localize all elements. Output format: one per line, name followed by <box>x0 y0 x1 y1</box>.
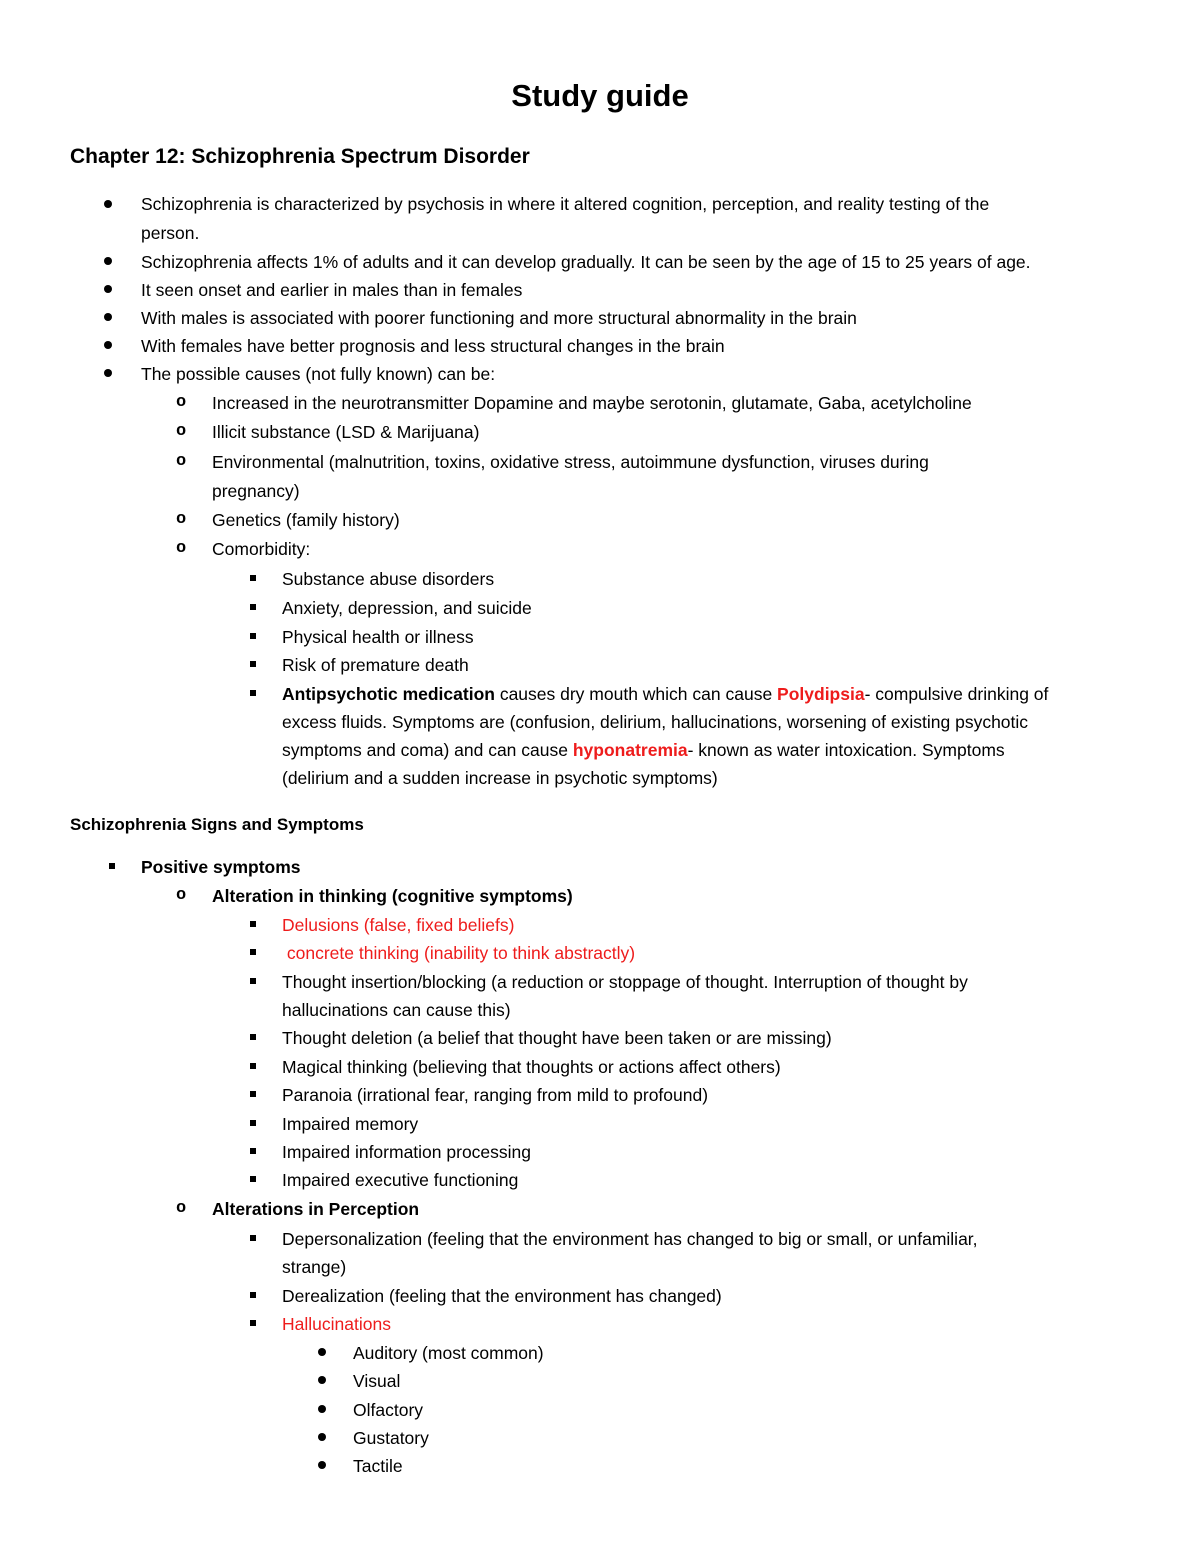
list-heading-positive-symptoms: Positive symptoms <box>141 857 301 877</box>
list-item: Depersonalization (feeling that the environment has changed to big or small, or unfamiliar, <box>282 1229 978 1249</box>
list-item-hallucinations: Hallucinations <box>282 1314 391 1334</box>
list-item: Substance abuse disorders <box>282 569 495 589</box>
list-item: The possible causes (not fully known) can be: <box>141 364 496 384</box>
bullet-marker <box>104 257 112 265</box>
list-item: Gustatory <box>353 1428 429 1448</box>
square-bullet-marker <box>250 633 256 639</box>
square-bullet-marker <box>250 1176 256 1182</box>
list-item: It seen onset and earlier in males than in females <box>141 280 523 300</box>
square-bullet-marker <box>250 575 256 581</box>
list-item: Increased in the neurotransmitter Dopamine and maybe serotonin, glutamate, Gaba, acetylcholine <box>212 393 972 413</box>
list-item-continuation: (delirium and a sudden increase in psychotic symptoms) <box>282 768 718 788</box>
bullet-marker <box>318 1376 326 1384</box>
square-bullet-marker <box>250 921 256 927</box>
bullet-marker <box>104 313 112 321</box>
list-item: Auditory (most common) <box>353 1343 544 1363</box>
square-bullet-marker <box>250 1235 256 1241</box>
chapter-heading: Chapter 12: Schizophrenia Spectrum Disorder <box>70 145 530 168</box>
list-item-continuation: strange) <box>282 1257 347 1277</box>
list-item: Physical health or illness <box>282 627 474 647</box>
bold-term: Antipsychotic medication <box>282 684 495 704</box>
list-item: With females have better prognosis and less structural changes in the brain <box>141 336 725 356</box>
text-run: symptoms and coma) and can cause <box>282 740 573 760</box>
red-term-hyponatremia: hyponatremia <box>572 740 688 760</box>
circle-bullet-marker: o <box>176 452 187 471</box>
list-item: Olfactory <box>353 1400 424 1420</box>
square-bullet-marker <box>109 863 115 869</box>
square-bullet-marker <box>250 1320 256 1326</box>
list-item: Magical thinking (believing that thoughts or actions affect others) <box>282 1057 781 1077</box>
list-item-continuation <box>282 736 1005 764</box>
square-bullet-marker <box>250 1120 256 1126</box>
bullet-marker <box>318 1348 326 1356</box>
list-item-continuation: person. <box>141 223 200 243</box>
square-bullet-marker <box>250 661 256 667</box>
list-item: Schizophrenia affects 1% of adults and it can develop gradually. It can be seen by the age of 15 to 25 years of age. <box>141 252 1031 272</box>
list-item-continuation: hallucinations can cause this) <box>282 1000 511 1020</box>
text-run: - compulsive drinking of <box>864 684 1049 704</box>
bullet-marker <box>318 1461 326 1469</box>
square-bullet-marker <box>250 978 256 984</box>
circle-bullet-marker: o <box>176 510 187 529</box>
bullet-marker <box>318 1433 326 1441</box>
square-bullet-marker <box>250 1292 256 1298</box>
list-item: Illicit substance (LSD & Marijuana) <box>212 422 480 442</box>
square-bullet-marker <box>250 949 256 955</box>
square-bullet-marker <box>250 1063 256 1069</box>
bullet-marker <box>104 285 112 293</box>
list-item: Schizophrenia is characterized by psychosis in where it altered cognition, perception, and reality testing of the <box>141 194 990 214</box>
list-item-delusions: Delusions (false, fixed beliefs) <box>282 915 515 935</box>
list-item: Impaired memory <box>282 1114 419 1134</box>
list-item: Environmental (malnutrition, toxins, oxidative stress, autoimmune dysfunction, viruses during <box>212 452 929 472</box>
page-title: Study guide <box>511 78 689 113</box>
circle-bullet-marker: o <box>176 422 187 441</box>
bullet-marker <box>104 341 112 349</box>
text-run: causes dry mouth which can cause <box>494 684 778 704</box>
list-heading-perception: Alterations in Perception <box>212 1199 420 1219</box>
list-item-antipsychotic <box>282 680 1048 708</box>
circle-bullet-marker: o <box>176 539 187 558</box>
square-bullet-marker <box>250 690 256 696</box>
list-item: Thought deletion (a belief that thought have been taken or are missing) <box>282 1028 832 1048</box>
list-item: Paranoia (irrational fear, ranging from mild to profound) <box>282 1085 709 1105</box>
list-item-concrete-thinking: concrete thinking (inability to think abstractly) <box>282 943 636 963</box>
list-item: Impaired information processing <box>282 1142 532 1162</box>
square-bullet-marker <box>250 1091 256 1097</box>
circle-bullet-marker: o <box>176 393 187 412</box>
list-item: Impaired executive functioning <box>282 1170 519 1190</box>
section-heading: Schizophrenia Signs and Symptoms <box>70 815 364 834</box>
list-item: Visual <box>353 1371 401 1391</box>
bullet-marker <box>104 200 112 208</box>
list-item: Tactile <box>353 1456 403 1476</box>
text-run: - known as water intoxication. Symptoms <box>687 740 1005 760</box>
square-bullet-marker <box>250 1034 256 1040</box>
list-item-continuation: pregnancy) <box>212 481 300 501</box>
list-item-continuation: excess fluids. Symptoms are (confusion, delirium, hallucinations, worsening of existing psychotic <box>282 712 1029 732</box>
list-item: Derealization (feeling that the environment has changed) <box>282 1286 722 1306</box>
red-term-polydipsia: Polydipsia <box>777 684 865 704</box>
list-item: Genetics (family history) <box>212 510 400 530</box>
circle-bullet-marker: o <box>176 1199 187 1218</box>
list-item: Anxiety, depression, and suicide <box>282 598 532 618</box>
circle-bullet-marker: o <box>176 886 187 905</box>
list-item: Thought insertion/blocking (a reduction or stoppage of thought. Interruption of thought by <box>282 972 968 992</box>
list-item: Risk of premature death <box>282 655 469 675</box>
list-item: Comorbidity: <box>212 539 311 559</box>
square-bullet-marker <box>250 604 256 610</box>
bullet-marker <box>318 1405 326 1413</box>
bullet-marker <box>104 369 112 377</box>
square-bullet-marker <box>250 1148 256 1154</box>
list-item: With males is associated with poorer functioning and more structural abnormality in the brain <box>141 308 857 328</box>
list-heading-thinking: Alteration in thinking (cognitive symptoms) <box>212 886 573 906</box>
